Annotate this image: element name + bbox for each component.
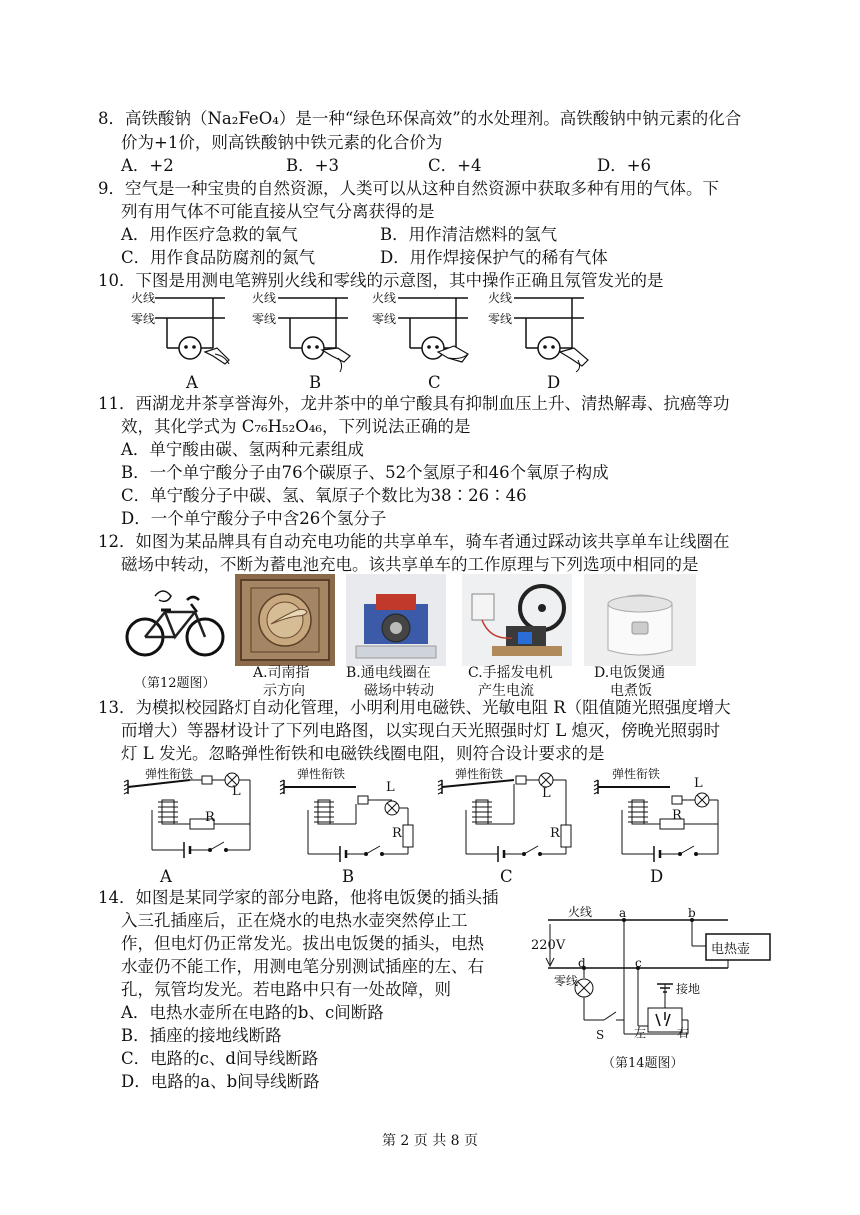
q13-label-d: D: [650, 867, 664, 886]
q14-left-label: 左: [634, 1026, 647, 1040]
q11-option-b: B．一个单宁酸分子由76个碳原子、52个氢原子和46个氧原子构成: [121, 463, 609, 482]
q10-b-live-label: 火线: [252, 291, 277, 305]
q14-option-c: C．电路的c、d间导线断路: [121, 1049, 319, 1068]
q10-label-c: C: [428, 373, 441, 392]
q10-line1: 10．下图是用测电笔辨别火线和零线的示意图，其中操作正确且氖管发光的是: [98, 271, 664, 290]
q14-option-a: A．电热水壶所在电路的b、c间断路: [121, 1003, 384, 1022]
q10-diagram-c: [398, 290, 498, 380]
q14-kettle-label: 电热壶: [711, 942, 751, 957]
q12-line2: 磁场中转动，不断为蓄电池充电。该共享单车的工作原理与下列选项中相同的是: [121, 555, 699, 574]
sinan-compass-photo: [235, 574, 335, 666]
q14-point-a: a: [619, 906, 627, 920]
q14-point-c: c: [635, 956, 642, 970]
q12-caption-d-l1: D.电饭煲通: [594, 665, 666, 681]
q13-b-armature-label: 弹性衔铁: [297, 767, 346, 781]
q12-caption-a-l1: A.司南指: [253, 665, 310, 681]
q12-caption-c-l1: C.手摇发电机: [468, 665, 553, 681]
rice-cooker-photo: [584, 574, 696, 666]
q9-option-b: B．用作清洁燃料的氢气: [380, 225, 558, 244]
page-footer: 第 2 页 共 8 页: [381, 1133, 479, 1149]
bicycle-illustration: [125, 582, 225, 662]
q13-label-b: B: [342, 867, 355, 886]
q12-caption-d-l2: 电煮饭: [610, 683, 652, 699]
q14-voltage-label: 220V: [531, 938, 566, 953]
q13-circuit-d: [594, 770, 724, 865]
q14-point-d: d: [578, 956, 586, 970]
q13-d-armature-label: 弹性衔铁: [612, 767, 661, 781]
q10-label-a: A: [186, 373, 198, 392]
q11-option-d: D．一个单宁酸分子中含26个氢分子: [121, 509, 387, 528]
q8-line1: 8．高铁酸钠（Na₂FeO₄）是一种“绿色环保高效”的水处理剂。高铁酸钠中钠元素的化合: [98, 109, 742, 128]
q14-line5: 孔，氖管均发光。若电路中只有一处故障，则: [121, 980, 451, 999]
q13-c-resistor-label: R: [550, 826, 560, 841]
q10-c-neutral-label: 零线: [372, 312, 397, 326]
q10-d-neutral-label: 零线: [488, 312, 513, 326]
hand-generator-photo: [462, 574, 572, 666]
q8-option-c: C．+4: [428, 156, 482, 175]
q13-d-resistor-label: R: [672, 808, 682, 823]
q10-diagram-d: [514, 290, 614, 380]
q10-b-neutral-label: 零线: [252, 312, 277, 326]
q11-line2: 效，其化学式为 C₇₆H₅₂O₄₆，下列说法正确的是: [121, 417, 471, 436]
q8-option-a: A．+2: [121, 156, 174, 175]
q14-live-label: 火线: [568, 905, 593, 919]
q14-ground-label: 接地: [676, 982, 701, 996]
q14-line1: 14．如图是某同学家的部分电路，他将电饭煲的插头插: [98, 888, 499, 907]
q12-caption-c-l2: 产生电流: [478, 683, 534, 699]
q13-b-lamp-label: L: [386, 780, 395, 795]
q13-b-resistor-label: R: [392, 826, 402, 841]
q13-c-armature-label: 弹性衔铁: [455, 767, 504, 781]
q10-diagram-a: [155, 290, 255, 380]
q9-option-c: C．用作食品防腐剂的氮气: [121, 248, 316, 267]
q11-line1: 11．西湖龙井茶享誉海外，龙井茶中的单宁酸具有抑制血压上升、清热解毒、抗癌等功: [98, 394, 730, 413]
q13-circuit-c: [438, 770, 572, 865]
q13-line2: 而增大）等器材设计了下列电路图，以实现白天光照强时灯 L 熄灭，傍晚光照弱时: [121, 721, 720, 740]
q13-a-resistor-label: R: [205, 810, 215, 825]
q13-label-c: C: [500, 867, 513, 886]
q11-option-a: A．单宁酸由碳、氢两种元素组成: [121, 440, 364, 459]
q14-switch-label: S: [596, 1028, 605, 1042]
q9-option-a: A．用作医疗急救的氧气: [121, 225, 298, 244]
q9-line1: 9．空气是一种宝贵的自然资源，人类可以从这种自然资源中获取多种有用的气体。下: [98, 179, 719, 198]
q14-option-d: D．电路的a、b间导线断路: [121, 1072, 320, 1091]
q13-a-armature-label: 弹性衔铁: [145, 767, 194, 781]
q13-label-a: A: [160, 867, 172, 886]
q12-caption-a-l2: 示方向: [263, 683, 305, 699]
q14-line2: 入三孔插座后，正在烧水的电热水壶突然停止工: [121, 911, 468, 930]
q14-fig-caption: （第14题图）: [602, 1056, 684, 1071]
q10-a-neutral-label: 零线: [131, 312, 156, 326]
q13-a-lamp-label: L: [232, 784, 241, 799]
motor-photo: [346, 574, 446, 666]
q10-label-d: D: [547, 373, 561, 392]
q9-line2: 列有用气体不可能直接从空气分离获得的是: [121, 202, 435, 221]
q12-line1: 12．如图为某品牌具有自动充电功能的共享单车，骑车者通过踩动该共享单车让线圈在: [98, 532, 730, 551]
q14-line4: 水壶仍不能工作，用测电笔分别测试插座的左、右: [121, 957, 484, 976]
q14-point-b: b: [688, 906, 696, 920]
q12-caption-b-l1: B.通电线圈在: [346, 665, 431, 681]
q13-line1: 13．为模拟校园路灯自动化管理，小明利用电磁铁、光敏电阻 R（阻值随光照强度增大: [98, 698, 731, 717]
q14-option-b: B．插座的接地线断路: [121, 1026, 282, 1045]
q8-line2: 价为+1价，则高铁酸钠中铁元素的化合价为: [121, 133, 443, 152]
q10-d-live-label: 火线: [488, 291, 513, 305]
q10-c-live-label: 火线: [372, 291, 397, 305]
q9-option-d: D．用作焊接保护气的稀有气体: [380, 248, 608, 267]
q10-diagram-b: [278, 290, 378, 380]
q12-caption-b-l2: 磁场中转动: [364, 683, 434, 699]
q14-line3: 作，但电灯仍正常发光。拔出电饭煲的插头，电热: [121, 934, 484, 953]
q13-line3: 灯 L 发光。忽略弹性衔铁和电磁铁线圈电阻，则符合设计要求的是: [121, 744, 605, 763]
q12-fig-caption: （第12题图）: [134, 676, 216, 691]
q8-option-d: D．+6: [597, 156, 652, 175]
q13-d-lamp-label: L: [694, 776, 703, 791]
q13-c-lamp-label: L: [542, 786, 551, 801]
q14-right-label: 右: [677, 1026, 690, 1040]
q14-neutral-label: 零线: [554, 974, 579, 988]
q10-label-b: B: [309, 373, 322, 392]
q8-option-b: B．+3: [286, 156, 339, 175]
q11-option-c: C．单宁酸分子中碳、氢、氧原子个数比为38∶26∶46: [121, 486, 527, 505]
q10-a-live-label: 火线: [131, 291, 156, 305]
